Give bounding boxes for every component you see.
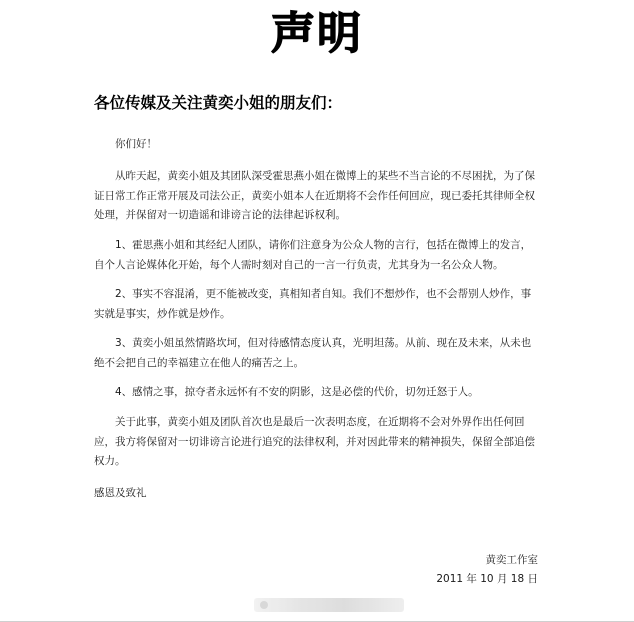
- paragraph-point-1: [94, 236, 540, 275]
- point-4-paragraph: 4、感情之事，掠夺者永远怀有不安的阴影，这是必偿的代价，切勿迁怒于人。: [115, 386, 479, 398]
- document-date: 2011 年 10 月 18 日: [436, 573, 538, 585]
- conclusion-paragraph: 关于此事，黄奕小姐及团队首次也是最后一次表明态度，在近期将不会对外界作出任何回应，我方将保留对一切诽谤言论进行追究的法律权利，并对因此带来的精神损失，保留全部追偿权力。: [94, 416, 535, 467]
- intro-paragraph: 从昨天起，黄奕小姐及其团队深受霍思燕小姐在微博上的某些不当言论的不尽困扰，为了保证日常工作正常开展及司法公正，黄奕小姐本人在近期将不会作任何回应，现已委托其律师全权处理，并保留对一切造谣和诽谤言论的法律起诉权利。: [94, 170, 535, 221]
- signer-name: 黄奕工作室: [485, 554, 538, 566]
- point-2-paragraph: 2、事实不容混淆，更不能被改变，真相知者自知。我们不想炒作，也不会帮别人炒作，事实就是事实，炒作就是炒作。: [94, 288, 532, 320]
- salutation-heading: 各位传媒及关注黄奕小姐的朋友们：: [94, 94, 343, 112]
- point-1-paragraph: 1、霍思燕小姐和其经纪人团队，请你们注意身为公众人物的言行，包括在微博上的发言，自个人言论媒体化开始，每个人需时刻对自己的一言一行负责，尤其身为一名公众人物。: [94, 239, 532, 271]
- paragraph-point-4: [94, 383, 540, 403]
- closing-text: 感恩及致礼: [94, 487, 147, 499]
- point-3-paragraph: 3、黄奕小姐虽然情路坎坷，但对待感情态度认真，光明坦荡。从前、现在及未来，从未也绝不会把自己的幸福建立在他人的痛苦之上。: [94, 337, 532, 369]
- paragraph-intro: [94, 167, 540, 226]
- blurred-watermark: [254, 598, 404, 612]
- greeting-text: [94, 135, 540, 155]
- paragraph-point-2: [94, 285, 540, 324]
- document-title: 声明: [271, 8, 363, 59]
- paragraph-point-3: [94, 334, 540, 373]
- paragraph-conclusion: [94, 413, 540, 472]
- greeting-paragraph: 你们好！: [115, 138, 157, 150]
